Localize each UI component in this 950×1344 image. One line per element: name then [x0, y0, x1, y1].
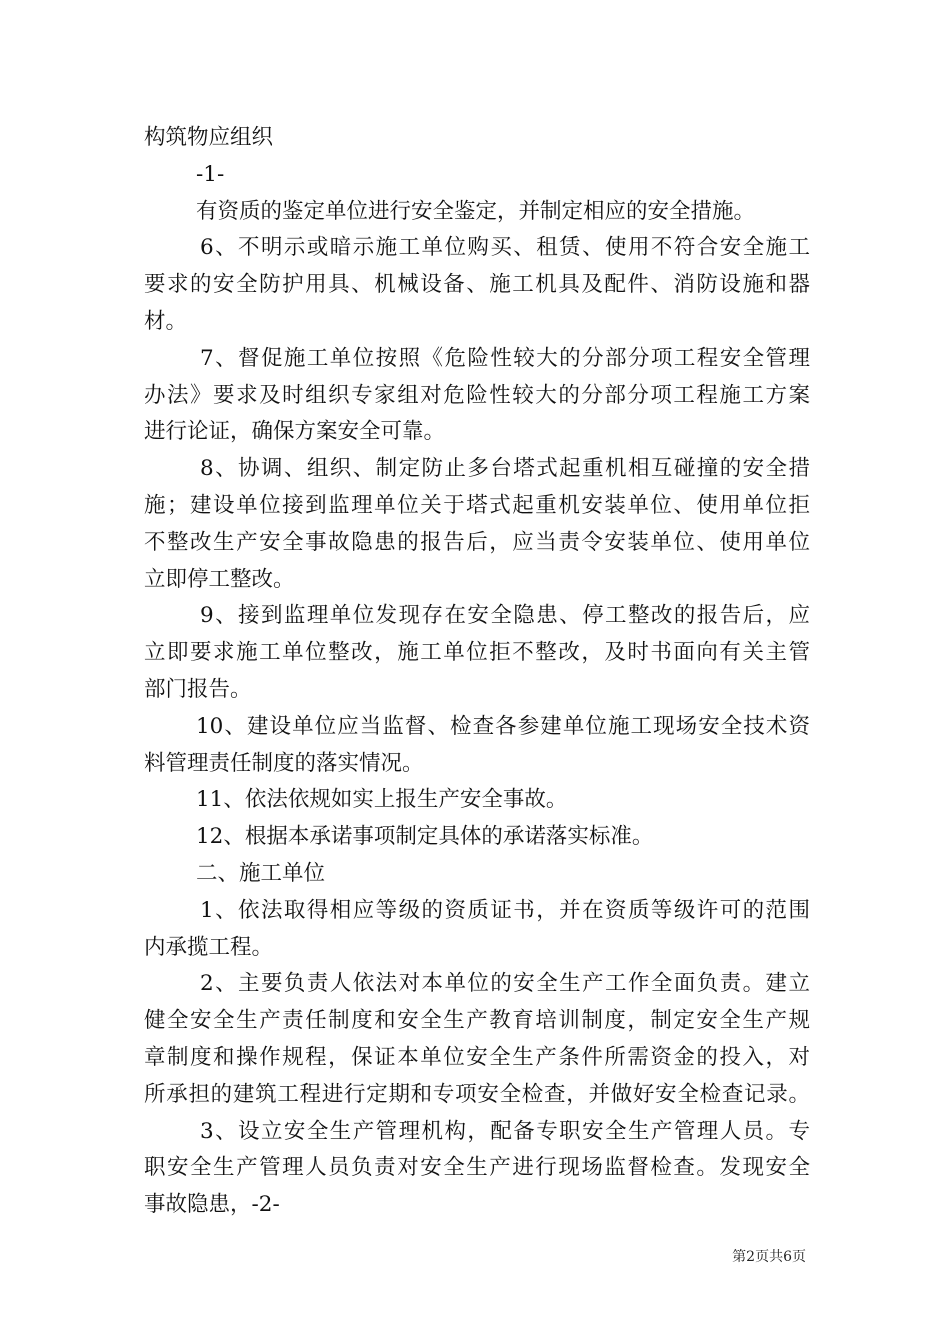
- section-heading: 二、施工单位: [196, 860, 326, 886]
- text-line: 章制度和操作规程，保证本单位安全生产条件所需资金的投入，对: [144, 1044, 810, 1070]
- text-line: 材。: [144, 308, 188, 334]
- page-marker: -1-: [196, 161, 225, 187]
- text-line: 职安全生产管理人员负责对安全生产进行现场监督检查。发现安全: [144, 1155, 810, 1181]
- text-line: 立即停工整改。: [144, 566, 295, 592]
- item-11: 11、依法依规如实上报生产安全事故。: [196, 787, 568, 813]
- text-line: 要求的安全防护用具、机械设备、施工机具及配件、消防设施和器: [144, 272, 810, 298]
- text-line: 内承揽工程。: [144, 934, 274, 960]
- text-line: 办法》要求及时组织专家组对危险性较大的分部分项工程施工方案: [144, 382, 810, 408]
- item-9: 9、接到监理单位发现存在安全隐患、停工整改的报告后，应: [200, 603, 810, 629]
- item-2: 2、主要负责人依法对本单位的安全生产工作全面负责。建立: [200, 971, 810, 997]
- text-line: 进行论证，确保方案安全可靠。: [144, 419, 446, 445]
- text-line: 施；建设单位接到监理单位关于塔式起重机安装单位、使用单位拒: [144, 492, 810, 518]
- item-7: 7、督促施工单位按照《危险性较大的分部分项工程安全管理: [200, 345, 810, 371]
- page-number-footer: 第2页共6页: [732, 1249, 806, 1265]
- item-10: 10、建设单位应当监督、检查各参建单位施工现场安全技术资: [196, 713, 810, 739]
- text-line: 不整改生产安全事故隐患的报告后，应当责令安装单位、使用单位: [144, 529, 810, 555]
- item-1: 1、依法取得相应等级的资质证书，并在资质等级许可的范围: [200, 897, 810, 923]
- text-line: 所承担的建筑工程进行定期和专项安全检查，并做好安全检查记录。: [144, 1081, 810, 1107]
- item-3: 3、设立安全生产管理机构，配备专职安全生产管理人员。专: [200, 1118, 810, 1144]
- item-12: 12、根据本承诺事项制定具体的承诺落实标准。: [196, 824, 654, 850]
- text-line: 部门报告。: [144, 676, 252, 702]
- item-6: 6、不明示或暗示施工单位购买、租赁、使用不符合安全施工: [200, 235, 810, 261]
- text-line: 料管理责任制度的落实情况。: [144, 750, 424, 776]
- item-8: 8、协调、组织、制定防止多台塔式起重机相互碰撞的安全措: [200, 456, 810, 482]
- text-line: 立即要求施工单位整改，施工单位拒不整改，及时书面向有关主管: [144, 640, 810, 666]
- text-line: 有资质的鉴定单位进行安全鉴定，并制定相应的安全措施。: [196, 198, 756, 224]
- text-line: 构筑物应组织: [144, 125, 274, 150]
- document-body: [144, 120, 810, 1224]
- text-line: 事故隐患，-2-: [144, 1192, 280, 1218]
- text-line: 健全安全生产责任制度和安全生产教育培训制度，制定安全生产规: [144, 1008, 810, 1034]
